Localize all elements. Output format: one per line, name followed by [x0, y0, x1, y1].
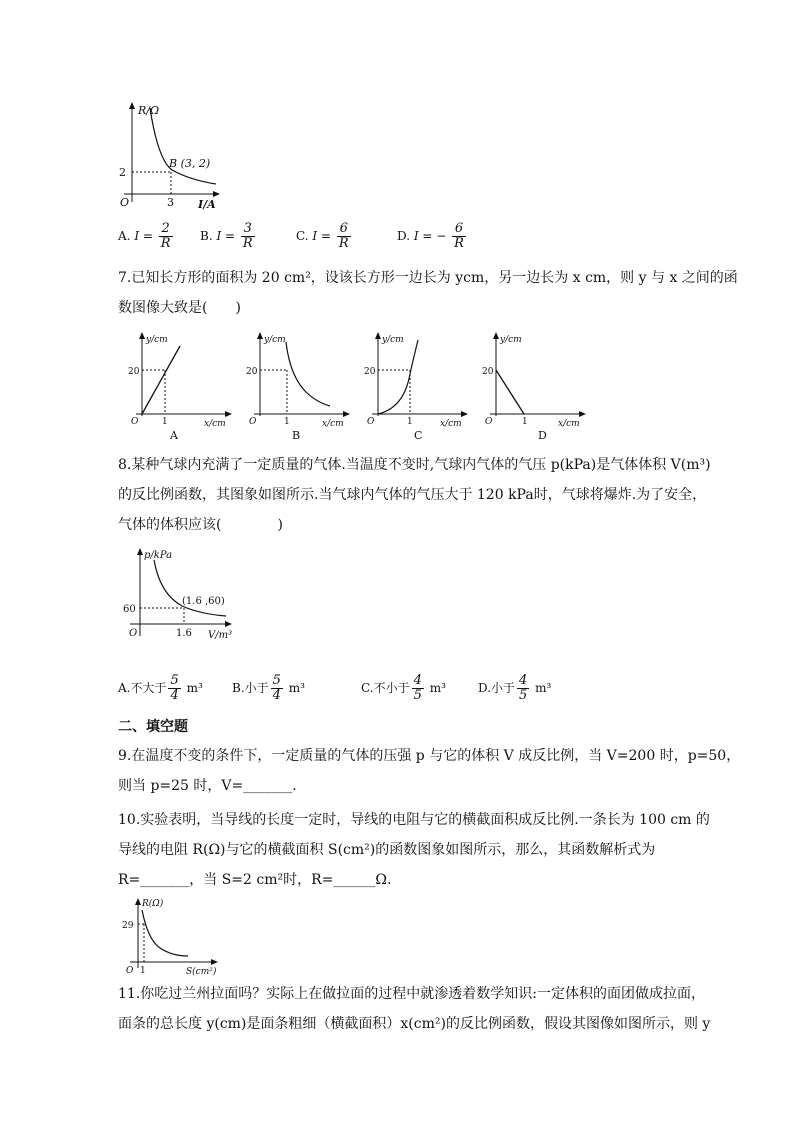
x-tick: 1.6	[176, 628, 192, 639]
option-fraction	[452, 222, 466, 251]
y-axis-label: p/kPa	[144, 550, 173, 561]
x-axis-label: x/cm	[440, 419, 462, 429]
q6-option-b	[200, 222, 257, 251]
y-axis-arrow	[129, 102, 135, 109]
denominator: 4	[170, 688, 179, 703]
q8-text-line1: 8.某种气球内充满了一定质量的气体.当温度不变时,气球内气体的气压 p(kPa)是气体体积 V(m³)	[118, 457, 711, 473]
x-axis-label: V/m³	[208, 630, 233, 641]
q7-text-line1: 7.已知长方形的面积为 20 cm²，设该长方形一边长为 ycm，另一边长为 x cm，则 y 与 x 之间的函	[118, 270, 738, 286]
option-letter: A.	[118, 229, 131, 243]
option-letter: C.	[296, 229, 309, 243]
y-axis-arrow	[137, 548, 143, 555]
denominator: 4	[272, 688, 281, 703]
x-axis-arrow	[211, 959, 218, 965]
q8-option-d	[478, 674, 551, 703]
y-axis-label: R(Ω)	[142, 899, 164, 909]
point-label: B (3, 2)	[169, 157, 211, 170]
option-fraction	[412, 674, 424, 703]
q9-text-line2: 则当 p=25 时，V=_______.	[118, 778, 297, 794]
graph-label: D	[538, 429, 547, 442]
graph-label: B	[292, 429, 301, 442]
option-prefix: B.小于	[232, 681, 269, 695]
graph-curve	[142, 910, 188, 956]
option-letter: D.	[397, 229, 411, 243]
x-axis-arrow	[461, 411, 468, 417]
q10-text-line2: 导线的电阻 R(Ω)与它的横截面积 S(cm²)的函数图象如图所示，那么，其函数解析式为	[118, 842, 656, 858]
y-axis-label: y/cm	[382, 335, 404, 345]
y-tick: 29	[122, 921, 134, 931]
y-axis-label: R/Ω	[138, 104, 160, 117]
origin: O	[249, 417, 257, 427]
x-axis-arrow	[225, 621, 232, 627]
y-axis-label: y/cm	[146, 335, 168, 345]
q6-option-c	[296, 222, 353, 251]
x-axis-arrow	[213, 191, 220, 197]
option-prefix: C.不小于	[361, 681, 410, 695]
denominator: 5	[519, 688, 528, 703]
x-axis-label: I/A	[198, 198, 216, 211]
q6-option-d	[397, 222, 468, 251]
numerator: 6	[452, 222, 466, 237]
q7-graph-a	[128, 330, 238, 445]
q10-text-line1: 10.实验表明，当导线的长度一定时，导线的电阻与它的横截面积成反比例.一条长为 100 cm 的	[118, 812, 710, 828]
denominator: R	[338, 236, 349, 251]
q11-text-line2: 面条的总长度 y(cm)是面条粗细（横截面积）x(cm²)的反比例函数，假设其图像如图所示，则 y	[118, 1016, 711, 1032]
numerator: 4	[413, 673, 422, 688]
denominator: R	[454, 236, 464, 251]
option-unit: m³	[186, 681, 203, 695]
option-lhs: I = −	[413, 229, 447, 243]
x-axis-label: S(cm²)	[186, 967, 217, 977]
y-axis-arrow	[139, 332, 145, 339]
option-lhs: I =	[216, 229, 236, 243]
q9-text-line1: 9.在温度不变的条件下，一定质量的气体的压强 p 与它的体积 V 成反比例，当 V=200 时，p=50，	[118, 748, 741, 764]
option-fraction	[159, 222, 173, 251]
q7-graph-d	[482, 330, 592, 445]
y-axis-arrow	[493, 332, 499, 339]
option-fraction	[168, 674, 180, 703]
x-tick: 3	[167, 196, 174, 209]
option-lhs: I =	[134, 229, 153, 243]
option-fraction	[337, 222, 351, 251]
y-tick: 20	[128, 367, 140, 377]
x-axis-label: x/cm	[558, 419, 580, 429]
x-axis-label: x/cm	[204, 419, 226, 429]
q6-option-a	[118, 222, 175, 251]
option-letter: B.	[200, 229, 213, 243]
numerator: 6	[337, 222, 351, 237]
y-axis-label: y/cm	[264, 335, 286, 345]
y-axis-arrow	[375, 332, 381, 339]
origin: O	[126, 966, 134, 976]
option-fraction	[271, 674, 283, 703]
x-axis-label: x/cm	[322, 419, 344, 429]
option-fraction	[517, 674, 529, 703]
q8-option-b	[232, 674, 305, 703]
option-unit: m³	[429, 681, 446, 695]
graph-label: C	[414, 429, 423, 442]
denominator: R	[160, 236, 171, 251]
option-prefix: A.不大于	[118, 681, 167, 695]
q10-graph	[118, 896, 228, 978]
point-label: (1.6 ,60)	[182, 596, 225, 607]
x-tick: 1	[407, 417, 413, 427]
origin: O	[131, 417, 139, 427]
y-tick: 20	[364, 367, 376, 377]
option-lhs: I =	[312, 229, 332, 243]
x-axis-arrow	[343, 411, 350, 417]
x-tick: 1	[522, 417, 528, 427]
origin: O	[485, 417, 493, 427]
numerator: 5	[272, 673, 281, 688]
y-tick: 60	[123, 604, 136, 615]
graph-label: A	[170, 429, 178, 442]
numerator: 4	[519, 673, 528, 688]
x-tick: 1	[284, 417, 290, 427]
q11-text-line1: 11.你吃过兰州拉面吗？实际上在做拉面的过程中就渗透着数学知识:一定体积的面团做成拉面，	[118, 986, 705, 1002]
x-tick: 1	[140, 966, 146, 976]
y-tick: 2	[119, 166, 126, 179]
origin: O	[367, 417, 375, 427]
q8-graph	[116, 546, 236, 646]
option-prefix: D.小于	[478, 681, 516, 695]
denominator: R	[242, 236, 253, 251]
x-tick: 1	[162, 417, 168, 427]
y-tick: 20	[246, 367, 258, 377]
option-unit: m³	[535, 681, 552, 695]
denominator: 5	[413, 688, 422, 703]
x-axis-arrow	[579, 411, 586, 417]
y-tick: 20	[482, 367, 494, 377]
q6-graph	[112, 100, 222, 212]
graph-curve	[378, 340, 418, 414]
numerator: 5	[170, 673, 179, 688]
q10-text-line3: R=_______，当 S=2 cm²时，R=______Ω.	[118, 872, 392, 888]
x-axis-arrow	[225, 411, 232, 417]
graph-line	[142, 346, 180, 414]
q7-text-line2: 数图像大致是( )	[118, 300, 241, 316]
q8-option-a	[118, 674, 203, 703]
q8-text-line2: 的反比例函数，其图象如图所示.当气球内气体的气压大于 120 kPa时，气球将爆炸.为了安全，	[118, 487, 707, 503]
graph-curve	[286, 342, 330, 406]
y-axis-arrow	[257, 332, 263, 339]
y-axis-label: y/cm	[500, 335, 522, 345]
numerator: 3	[241, 222, 255, 237]
numerator: 2	[159, 222, 173, 237]
q7-graph-b	[246, 330, 356, 445]
curve	[150, 108, 216, 184]
graph-line	[496, 370, 524, 414]
option-unit: m³	[288, 681, 305, 695]
option-fraction	[241, 222, 255, 251]
y-axis-arrow	[135, 898, 141, 905]
q7-graph-c	[364, 330, 474, 445]
q8-text-line3: 气体的体积应该( )	[118, 517, 283, 533]
section-title: 二、填空题	[118, 719, 188, 735]
q8-option-c	[361, 674, 446, 703]
origin: O	[120, 196, 130, 209]
origin: O	[129, 628, 138, 639]
